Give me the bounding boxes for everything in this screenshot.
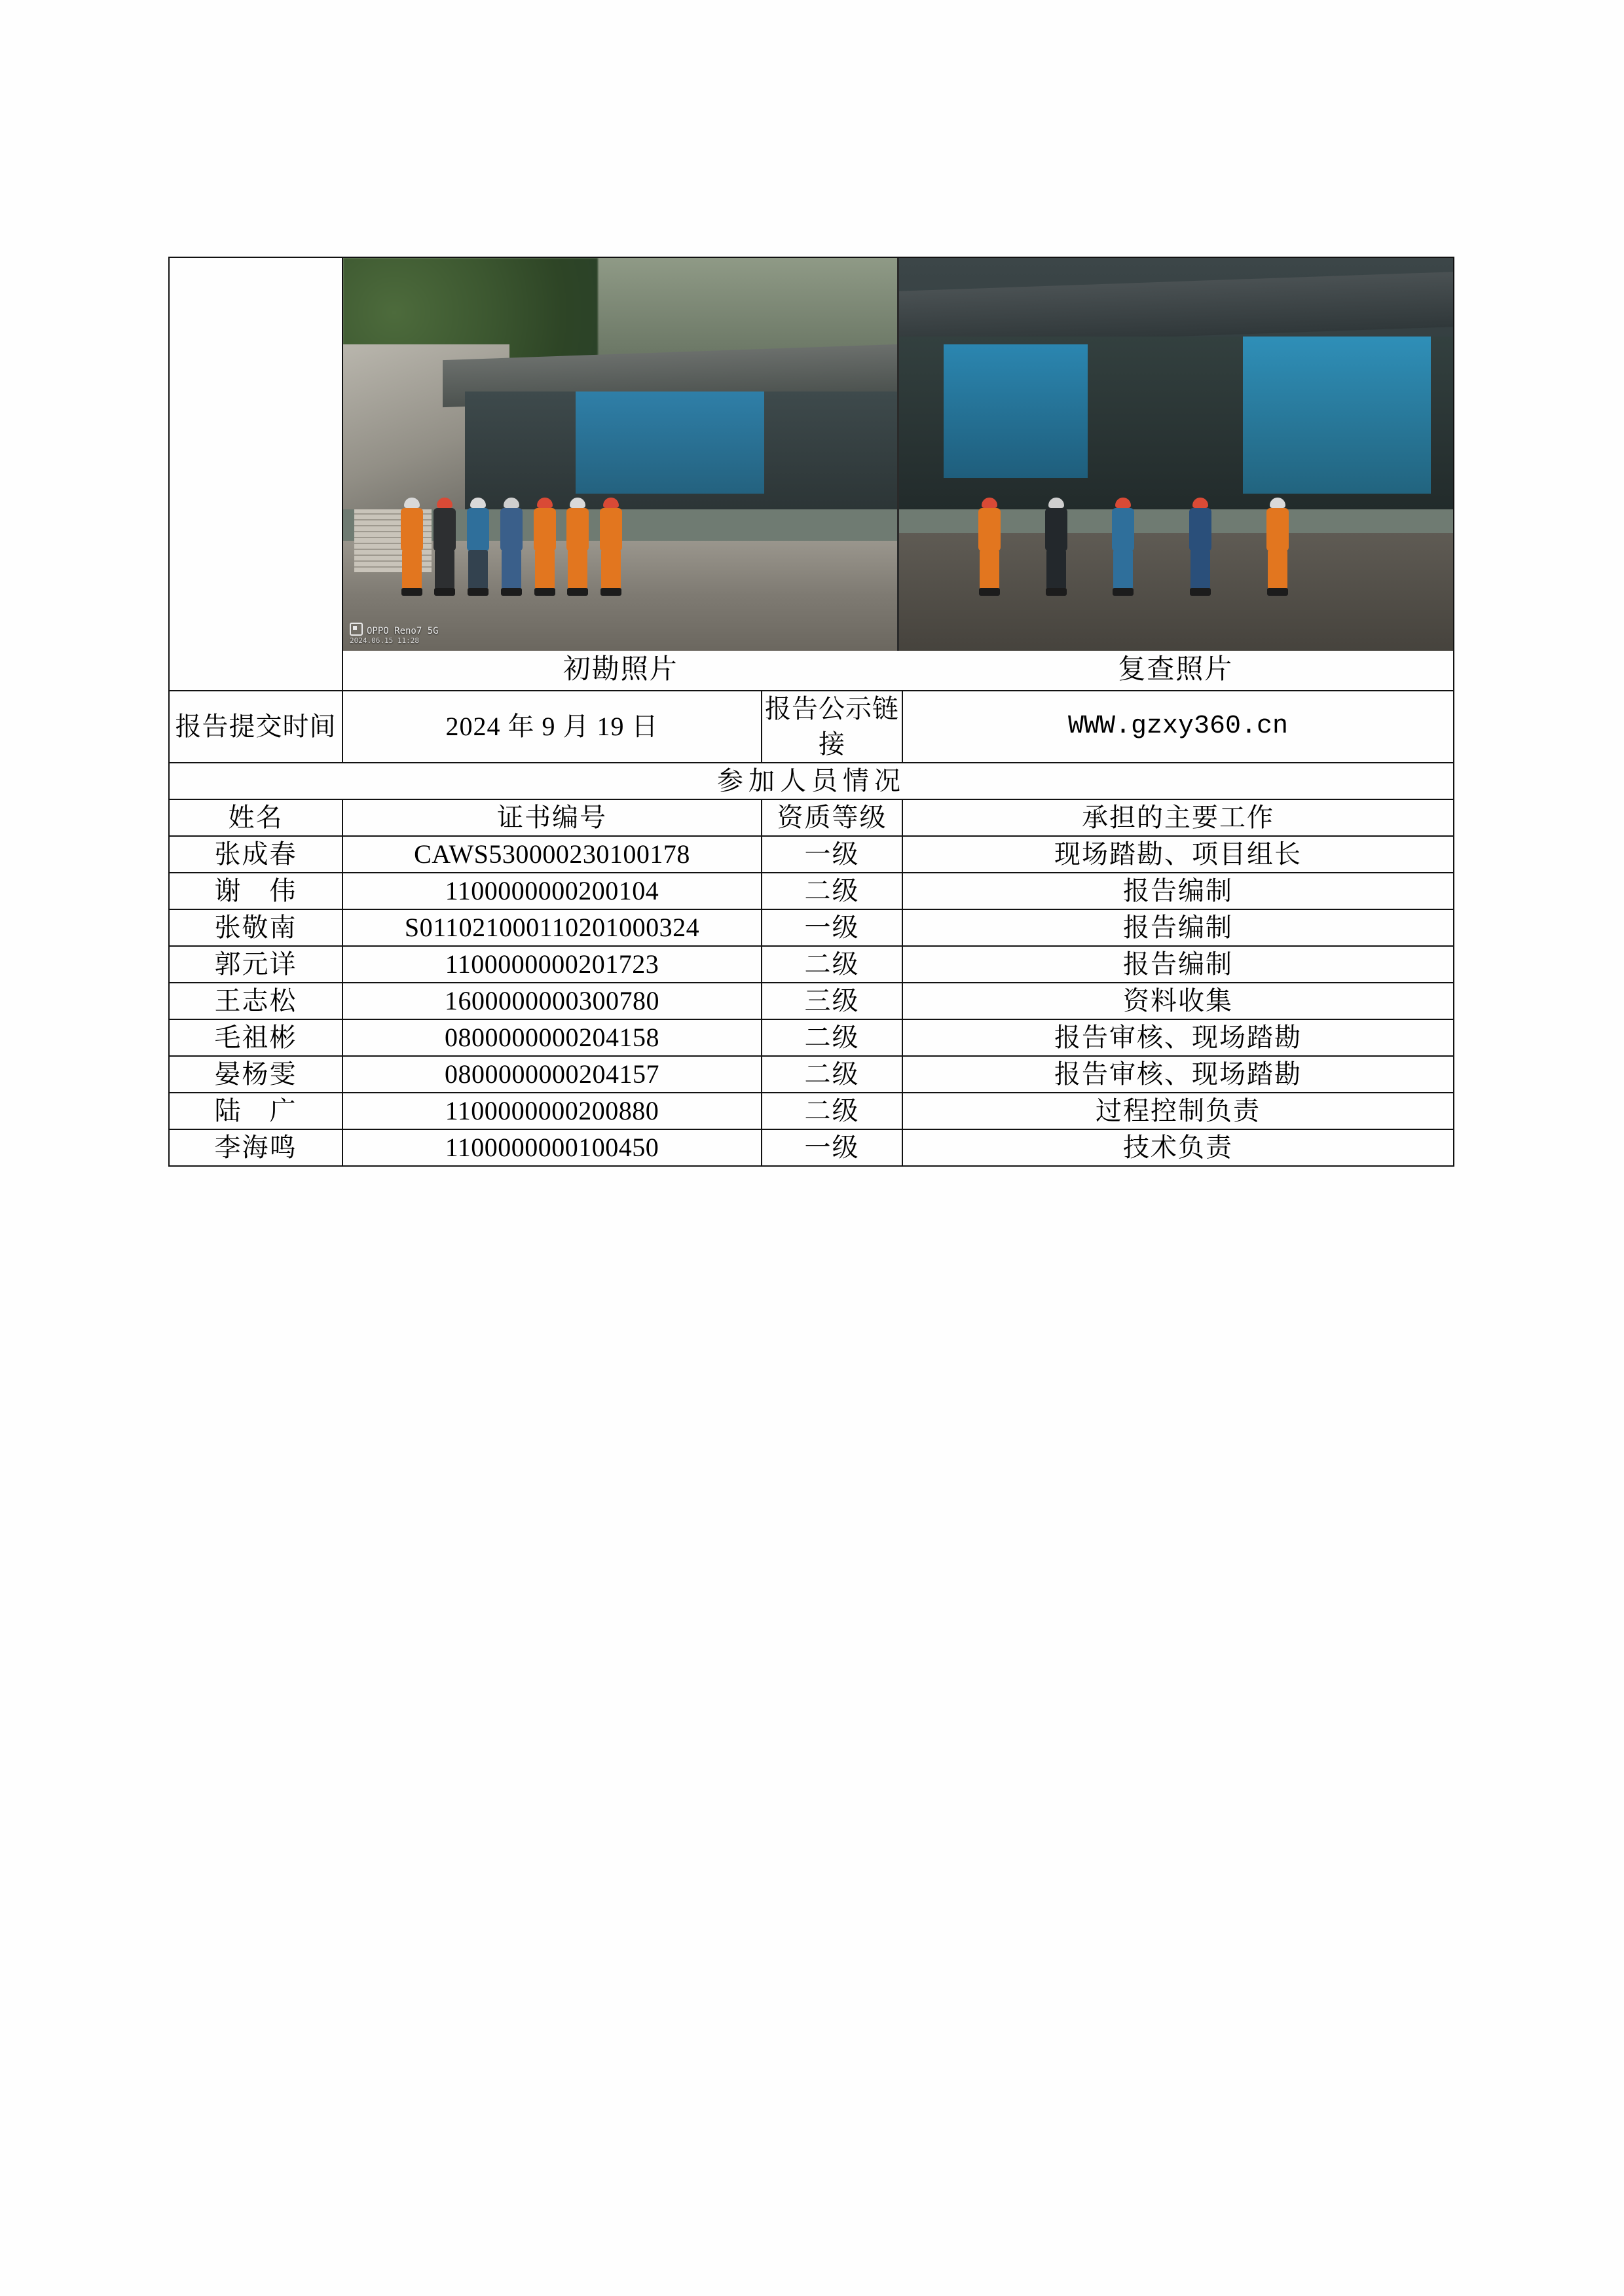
person-cert: 1100000000200104 xyxy=(342,873,762,909)
table-row xyxy=(169,1129,1454,1166)
person-work: 过程控制负责 xyxy=(902,1093,1454,1129)
person-cert: CAWS530000230100178 xyxy=(342,836,762,873)
person-name: 王志松 xyxy=(169,983,342,1019)
table-row xyxy=(169,946,1454,983)
person-work: 资料收集 xyxy=(902,983,1454,1019)
person-cert: 1100000000200880 xyxy=(342,1093,762,1129)
person-name: 谢 伟 xyxy=(169,873,342,909)
person-work: 报告审核、现场踏勘 xyxy=(902,1019,1454,1056)
person-work: 报告编制 xyxy=(902,909,1454,946)
person-work: 技术负责 xyxy=(902,1129,1454,1166)
person-cert: 1100000000201723 xyxy=(342,946,762,983)
person-name: 张成春 xyxy=(169,836,342,873)
header-cert: 证书编号 xyxy=(342,799,762,836)
person-level: 二级 xyxy=(762,1093,902,1129)
table-header-row xyxy=(169,799,1454,836)
person-level: 三级 xyxy=(762,983,902,1019)
person-level: 二级 xyxy=(762,873,902,909)
person-level: 一级 xyxy=(762,909,902,946)
section-title: 参加人员情况 xyxy=(169,763,1454,799)
person-work: 现场踏勘、项目组长 xyxy=(902,836,1454,873)
person-cert: 0800000000204157 xyxy=(342,1056,762,1093)
public-link-label: 报告公示链接 xyxy=(762,691,902,763)
person-name: 毛祖彬 xyxy=(169,1019,342,1056)
report-table xyxy=(168,257,1454,1167)
table-row xyxy=(169,1019,1454,1056)
header-work: 承担的主要工作 xyxy=(902,799,1454,836)
photo-row-left-blank xyxy=(169,257,342,691)
person-work: 报告编制 xyxy=(902,946,1454,983)
person-level: 二级 xyxy=(762,946,902,983)
person-name: 陆 广 xyxy=(169,1093,342,1129)
person-cert: 1600000000300780 xyxy=(342,983,762,1019)
initial-survey-caption: 初勘照片 xyxy=(563,654,678,685)
photo-cell xyxy=(342,257,1454,691)
person-cert: S011021000110201000324 xyxy=(342,909,762,946)
header-level: 资质等级 xyxy=(762,799,902,836)
person-name: 李海鸣 xyxy=(169,1129,342,1166)
person-work: 报告编制 xyxy=(902,873,1454,909)
table-row xyxy=(169,983,1454,1019)
person-name: 张敬南 xyxy=(169,909,342,946)
person-level: 二级 xyxy=(762,1019,902,1056)
photo-row xyxy=(169,257,1454,691)
table-row xyxy=(169,1093,1454,1129)
camera-logo-icon xyxy=(350,623,363,636)
table-row xyxy=(169,836,1454,873)
person-cert: 0800000000204158 xyxy=(342,1019,762,1056)
person-name: 郭元详 xyxy=(169,946,342,983)
section-title-row xyxy=(169,763,1454,799)
table-row xyxy=(169,909,1454,946)
info-row xyxy=(169,691,1454,763)
submit-time-label: 报告提交时间 xyxy=(169,691,342,763)
submit-time-value: 2024 年 9 月 19 日 xyxy=(342,691,762,763)
public-link-value: WWW.gzxy360.cn xyxy=(902,691,1454,763)
person-name: 晏杨雯 xyxy=(169,1056,342,1093)
header-name: 姓名 xyxy=(169,799,342,836)
person-work: 报告审核、现场踏勘 xyxy=(902,1056,1454,1093)
photo-timestamp: OPPO Reno7 5G 2024.06.15 11:28 xyxy=(350,623,439,646)
person-level: 二级 xyxy=(762,1056,902,1093)
person-level: 一级 xyxy=(762,1129,902,1166)
person-level: 一级 xyxy=(762,836,902,873)
review-survey-photo xyxy=(897,258,1453,651)
table-row xyxy=(169,873,1454,909)
initial-survey-photo xyxy=(343,258,897,651)
person-cert: 1100000000100450 xyxy=(342,1129,762,1166)
review-survey-caption: 复查照片 xyxy=(1118,654,1234,685)
table-row xyxy=(169,1056,1454,1093)
